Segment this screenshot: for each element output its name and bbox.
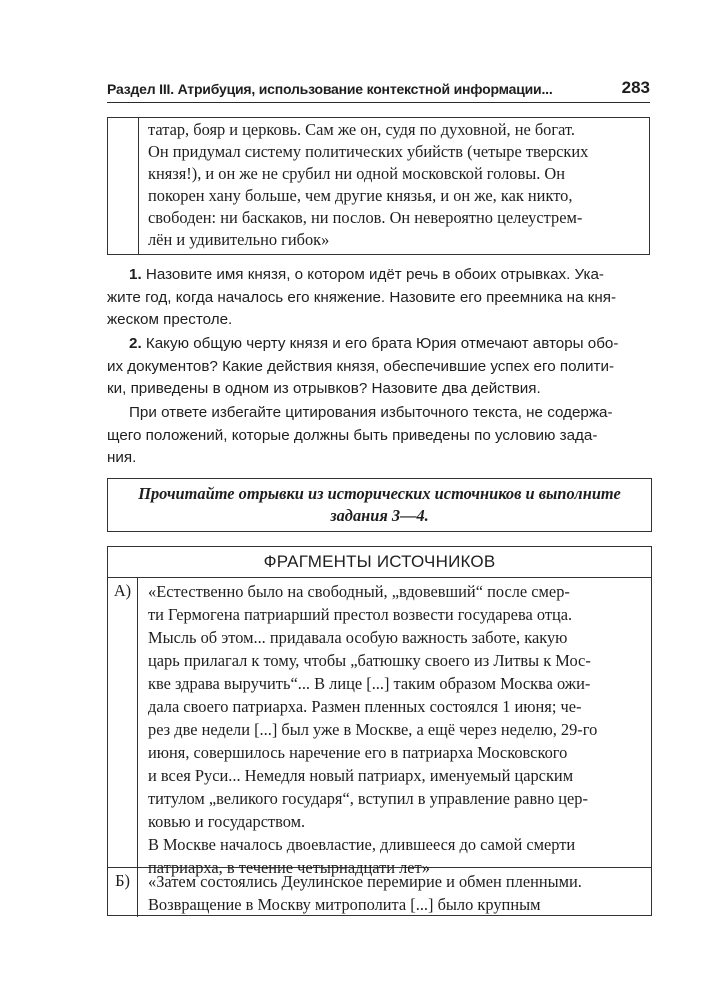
page-number: 283 (621, 78, 650, 97)
question-text: их документов? Какие действия князя, обеспечившие успех его полити- (107, 357, 615, 375)
fragment-line: патриарха, в течение четырнадцати лет» (148, 858, 430, 877)
fragments-heading: ФРАГМЕНТЫ ИСТОЧНИКОВ (108, 547, 651, 578)
fragment-line: Мысль об этом... придавала особую важность заботе, какую (148, 628, 568, 647)
note-text: щего положений, которые должны быть приведены по условию зада- (107, 426, 598, 444)
note-text: При ответе избегайте цитирования избыточного текста, не содержа- (129, 404, 613, 421)
note-text: ния. (107, 449, 137, 466)
fragment-line: рез две недели [...] был уже в Москве, а ещё через неделю, 29-го (148, 720, 598, 739)
fragment-line: Возвращение в Москву митрополита [...] было крупным (148, 895, 541, 914)
fragment-row-a (108, 577, 651, 877)
quote-box (107, 117, 650, 255)
fragment-line: и всея Руси... Немедля новый патриарх, именуемый царским (148, 766, 574, 785)
fragment-line: титулом „великого государя“, вступил в управление равно цер- (148, 789, 588, 808)
task-instruction-box (107, 478, 652, 532)
question-number: 2. (129, 335, 142, 352)
fragments-table (107, 546, 652, 916)
section-title: Раздел III. Атрибуция, использование контекстной информации... (107, 81, 553, 97)
quote-line: лён и удивительно гибок» (148, 230, 330, 249)
fragment-row-b (108, 867, 651, 917)
fragment-letter: А) (108, 577, 138, 867)
quote-line: покорен хану больше, чем другие князья, и он же, как никто, (148, 186, 573, 205)
fragment-text (148, 580, 645, 879)
question-text: Назовите имя князя, о котором идёт речь в обоих отрывках. Ука- (141, 266, 604, 283)
fragment-line: кве здрава выручить“... В лице [...] таким образом Москва ожи- (148, 674, 591, 693)
quote-line: князя!), и он же не срубил ни одной московской головы. Он (148, 164, 566, 183)
question-number: 1. (129, 266, 142, 283)
fragment-line: ти Гермогена патриарший престол возвести государева отца. (148, 605, 573, 624)
quote-line: татар, бояр и церковь. Сам же он, судя по духовной, не богат. (148, 120, 575, 139)
fragment-letter: Б) (108, 867, 138, 917)
quote-box-side-column (108, 118, 139, 254)
fragment-text (148, 870, 645, 916)
fragment-line: ковью и государством. (148, 812, 306, 831)
fragment-line: «Затем состоялись Деулинское перемирие и обмен пленными. (148, 872, 582, 891)
question-text: Какую общую черту князя и его брата Юрия отмечают авторы обо- (141, 335, 619, 352)
quote-line: Он придумал систему политических убийств (четыре тверских (148, 142, 589, 161)
question-text: ки, приведены в одном из отрывков? Назовите два действия. (107, 380, 541, 397)
question-2 (107, 333, 652, 401)
fragment-line: дала своего патриарха. Размен пленных состоялся 1 июня; че- (148, 697, 582, 716)
task-instruction-line: Прочитайте отрывки из исторических источников и выполните (138, 484, 621, 503)
fragment-line: июня, совершилось наречение его в патриарха Московского (148, 743, 568, 762)
fragment-line: «Естественно было на свободный, „вдовевший“ после смер- (148, 582, 570, 601)
answer-note (107, 402, 652, 470)
fragment-line: царь прилагал к тому, чтобы „батюшку своего из Литвы к Мос- (148, 651, 591, 670)
question-1 (107, 264, 652, 332)
quote-line: свободен: ни баскаков, ни послов. Он невероятно целеустрем- (148, 208, 583, 227)
fragment-line: В Москве началось двоевластие, длившееся до самой смерти (148, 835, 576, 854)
task-instruction-line: задания 3—4. (330, 506, 429, 525)
question-text: жеском престоле. (107, 311, 233, 328)
running-header (107, 78, 650, 103)
question-text: жите год, когда началось его княжение. Назовите его преемника на кня- (107, 288, 617, 306)
